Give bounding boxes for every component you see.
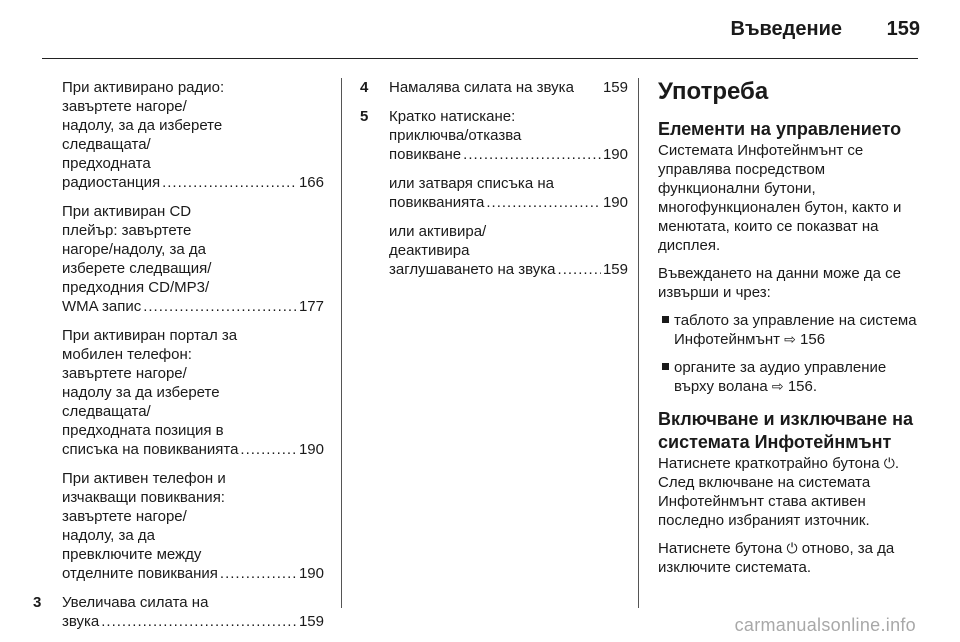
page-ref: 156. — [787, 378, 818, 395]
text-line: предходната позиция в — [62, 422, 224, 439]
text-line: деактивира — [389, 242, 470, 259]
leader-dots — [486, 193, 601, 212]
power-icon: ⏻ — [786, 540, 798, 556]
watermark: carmanualsonline.info — [734, 615, 916, 635]
toc-text: Намалява силата на звука — [389, 79, 574, 96]
text-line: завъртете нагоре/ — [62, 365, 187, 382]
page-ref: 159 — [298, 613, 324, 630]
bullet-marker — [662, 363, 669, 370]
text-line: следващата/ — [62, 136, 151, 153]
column-1 — [33, 78, 324, 641]
column-divider-1 — [341, 78, 342, 608]
text-line: При активирано радио: — [62, 79, 225, 96]
toc-text: повикванията — [389, 194, 485, 211]
entry-phone-portal — [62, 326, 324, 459]
text-line: следващата/ — [62, 403, 151, 420]
toc-line — [62, 612, 324, 631]
controls-heading: Елементи на управлението — [658, 119, 902, 139]
text-line: изберете следващия/ — [62, 260, 212, 277]
text-line: изчакващи повиквания: — [62, 489, 225, 506]
power-heading: Включване и изключване на системата Инфотейнмънт — [658, 409, 914, 452]
toc-text: отделните повиквания — [62, 565, 218, 582]
controls-paragraph: Системата Инфотейнмънт се управлява посредством функционални бутони, многофункционален бутон, както и менютата, които се показват на дисплея. — [658, 142, 902, 254]
page-ref: 190 — [298, 441, 324, 458]
column-3 — [658, 78, 926, 586]
item-5 — [360, 107, 628, 164]
power-off-paragraph — [658, 539, 926, 577]
toc-text: повикване — [389, 146, 462, 163]
page-ref: 177 — [298, 298, 324, 315]
page-ref: 190 — [602, 194, 628, 211]
leader-dots — [143, 297, 297, 316]
item-5-mute — [360, 222, 628, 279]
toc-line — [389, 145, 628, 164]
item-4 — [360, 78, 628, 97]
toc-line — [62, 173, 324, 192]
text-line: Увеличава силата на — [62, 594, 209, 611]
column-divider-2 — [638, 78, 639, 608]
leader-dots — [101, 612, 297, 631]
text-span: отново, за да изключите системата. — [658, 540, 895, 576]
text-span: Натиснете бутона — [658, 540, 783, 557]
toc-text: звука — [62, 613, 100, 630]
text-line: завъртете нагоре/ — [62, 508, 187, 525]
header-title: Въведение — [730, 18, 842, 40]
toc-line — [62, 440, 324, 459]
text-line: При активен телефон и — [62, 470, 226, 487]
toc-line — [62, 564, 324, 583]
text-line: завъртете нагоре/ — [62, 98, 187, 115]
header-rule — [42, 58, 918, 59]
text-line: приключва/отказва — [389, 127, 522, 144]
toc-text: списъка на повикванията — [62, 441, 239, 458]
text-line: или затваря списъка на — [389, 175, 554, 192]
section-title: Употреба — [658, 78, 769, 105]
power-icon: ⏻ — [883, 455, 895, 471]
item-number: 4 — [360, 79, 369, 96]
toc-text: WMA запис — [62, 298, 142, 315]
text-span: . След включване на системата Инфотейнмънт става активен последно избраният източник. — [658, 455, 900, 529]
bullet-item — [658, 358, 926, 396]
page-ref: 190 — [298, 565, 324, 582]
page-number: 159 — [886, 18, 920, 40]
item-3 — [33, 593, 324, 631]
reference-arrow-icon: ⇨ — [784, 331, 796, 347]
text-line: надолу, за да изберете — [62, 117, 223, 134]
input-paragraph: Въвеждането на данни може да се извърши и чрез: — [658, 265, 901, 301]
text-span: Натиснете краткотрайно бутона — [658, 455, 880, 472]
leader-dots — [463, 145, 601, 164]
page-ref: 159 — [602, 79, 628, 96]
text-line: нагоре/надолу, за да — [62, 241, 206, 258]
page-ref: 166 — [298, 174, 324, 191]
toc-line — [389, 78, 628, 97]
bullet-text: органите за аудио управление върху волана — [674, 359, 887, 395]
text-line: мобилен телефон: — [62, 346, 192, 363]
toc-text: радиостанция — [62, 174, 161, 191]
text-line: надолу за да изберете — [62, 384, 220, 401]
text-line: При активиран CD — [62, 203, 192, 220]
column-2 — [360, 78, 628, 289]
leader-dots — [162, 173, 297, 192]
toc-line — [62, 297, 324, 316]
item-5-close-list — [360, 174, 628, 212]
page-ref: 190 — [602, 146, 628, 163]
toc-line — [389, 193, 628, 212]
text-line: или активира/ — [389, 223, 487, 240]
leader-dots — [220, 564, 297, 583]
item-number: 3 — [33, 594, 42, 611]
text-line: предходната — [62, 155, 151, 172]
text-line: превключите между — [62, 546, 202, 563]
entry-radio — [62, 78, 324, 192]
page-ref: 159 — [602, 261, 628, 278]
power-on-paragraph — [658, 454, 926, 530]
text-line: плейър: завъртете — [62, 222, 192, 239]
toc-text: заглушаването на звука — [389, 261, 556, 278]
bullet-text: таблото за управление на система Инфотейнмънт — [674, 312, 917, 348]
text-line: При активиран портал за — [62, 327, 238, 344]
page-header — [0, 0, 960, 60]
text-line: Кратко натискане: — [389, 108, 516, 125]
text-line: предходния CD/MP3/ — [62, 279, 210, 296]
reference-arrow-icon: ⇨ — [771, 378, 784, 394]
bullet-item — [658, 311, 926, 349]
page-ref: 156 — [800, 331, 826, 348]
bullet-marker — [662, 316, 669, 323]
text-line: надолу, за да — [62, 527, 155, 544]
item-number: 5 — [360, 108, 369, 125]
toc-line — [389, 260, 628, 279]
entry-active-phone — [62, 469, 324, 583]
leader-dots — [240, 440, 297, 459]
entry-cd — [62, 202, 324, 316]
leader-dots — [558, 260, 601, 279]
